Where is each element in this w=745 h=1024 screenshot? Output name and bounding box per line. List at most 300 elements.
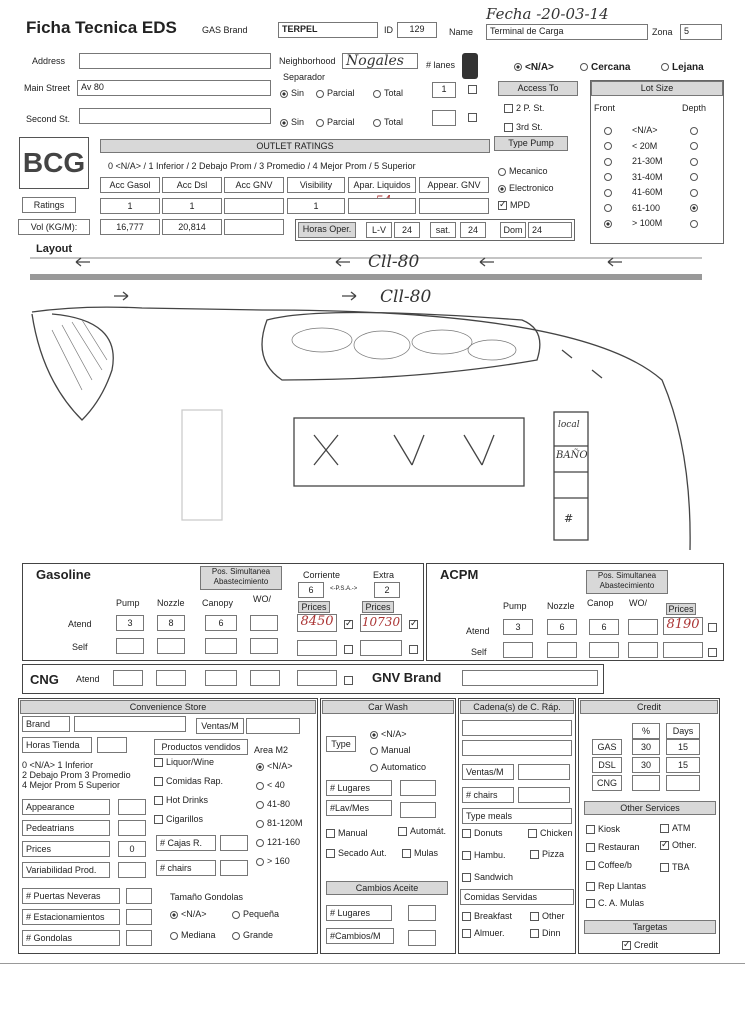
lot-depth-radio[interactable] <box>690 203 701 213</box>
arrow-right-icon <box>114 292 128 300</box>
gas-prices-header-1: Prices <box>298 601 330 613</box>
gas-nozzle-field[interactable]: 8 <box>157 615 185 631</box>
service-check[interactable]: Rep Llantas <box>586 881 646 891</box>
pump-mecanico-radio[interactable]: Mecanico <box>498 166 548 176</box>
store-rating-field[interactable]: 0 <box>118 841 146 857</box>
aceite-lugares-label: # Lugares <box>326 905 392 921</box>
radio-icon <box>514 63 522 71</box>
sep-sin-radio[interactable]: Sin <box>280 88 304 98</box>
radio-icon <box>604 189 612 197</box>
cw-lav-field[interactable] <box>400 802 436 818</box>
area-radio[interactable]: 41-80 <box>256 799 290 809</box>
arrow-left-icon <box>608 258 622 266</box>
other-services-header: Other Services <box>584 801 716 815</box>
acpm-self-price[interactable] <box>663 642 703 658</box>
outlet-ratings-header: OUTLET RATINGS <box>100 139 490 153</box>
name-label: Name <box>449 27 474 37</box>
gas-wo-field[interactable] <box>250 615 278 631</box>
lanes2-field[interactable] <box>432 110 456 126</box>
store-rating-label: Variabilidad Prod. <box>22 862 110 878</box>
gnv-brand-label: GNV Brand <box>372 670 442 685</box>
checkbox-icon <box>530 929 539 938</box>
lot-front-radio[interactable] <box>604 218 615 228</box>
gas-canopy-label: Canopy <box>202 598 234 608</box>
acpm-self-nozzle[interactable] <box>547 642 577 658</box>
carwash-type-label: Type <box>326 736 356 752</box>
checkbox-icon <box>409 620 418 629</box>
service-check[interactable]: Kiosk <box>586 824 620 834</box>
gas-self-check2[interactable] <box>409 644 421 654</box>
cw-lugares-label: # Lugares <box>326 780 392 796</box>
lot-depth-radio[interactable] <box>690 187 701 197</box>
checkbox-icon <box>344 645 353 654</box>
cng-price-check[interactable] <box>344 675 356 685</box>
gas-self-canopy[interactable] <box>205 638 237 654</box>
acpm-nozzle-label: Nozzle <box>547 601 575 611</box>
radio-icon <box>373 119 381 127</box>
targetas-header: Targetas <box>584 920 716 934</box>
outlet-rating-field[interactable]: 1 <box>100 198 160 214</box>
product-check[interactable]: Comidas Rap. <box>154 776 223 786</box>
puertas-field[interactable] <box>126 888 152 904</box>
cw-manual-check[interactable]: Manual <box>326 828 368 838</box>
sat-field[interactable]: 24 <box>460 222 486 238</box>
extra-field[interactable]: 2 <box>374 582 400 598</box>
serv-almuer-check[interactable]: Almuer. <box>462 928 505 938</box>
acpm-wo-label: WO/ <box>629 598 647 608</box>
aceite-header: Cambios Aceite <box>326 881 448 895</box>
radio-icon <box>498 168 506 176</box>
radio-icon <box>661 63 669 71</box>
checkbox-icon <box>154 777 163 786</box>
radio-icon <box>256 820 264 828</box>
bcg-logo: BCG <box>19 137 89 189</box>
checkbox-icon <box>586 882 595 891</box>
credit-days-field[interactable]: 15 <box>666 739 700 755</box>
access-to-header: Access To <box>498 81 578 96</box>
checkbox-icon <box>398 827 407 836</box>
acpm-pump-field[interactable]: 3 <box>503 619 533 635</box>
credit-days-field[interactable]: 15 <box>666 757 700 773</box>
productos-label: Productos vendidos <box>154 739 248 755</box>
store-scale: 0 <N/A> 1 Inferior 2 Debajo Prom 3 Promedio 4 Mejor Prom 5 Superior <box>22 760 131 790</box>
type-pump-header: Type Pump <box>494 136 568 151</box>
pump-electronico-radio[interactable]: Electronico <box>498 183 554 193</box>
checkbox-icon <box>528 829 537 838</box>
cw-secado-check[interactable]: Secado Aut. <box>326 848 387 858</box>
meal-donuts-check[interactable]: Donuts <box>462 828 503 838</box>
lot-depth-radio[interactable] <box>690 125 701 135</box>
acpm-price-check[interactable] <box>708 622 720 632</box>
lot-option-label: <N/A> <box>632 125 658 135</box>
lot-front-radio[interactable] <box>604 203 615 213</box>
lanes-field[interactable]: 1 <box>432 82 456 98</box>
checkbox-icon <box>154 796 163 805</box>
lot-depth-label: Depth <box>682 103 707 113</box>
cadena-ventas-field[interactable] <box>518 764 570 780</box>
id-field[interactable]: 129 <box>397 22 437 38</box>
dom-field[interactable]: 24 <box>528 222 572 238</box>
radio-icon <box>232 932 240 940</box>
store-chairs-field[interactable] <box>220 860 248 876</box>
credit-pct-field[interactable]: 30 <box>632 757 660 773</box>
store-horas-field[interactable] <box>97 737 127 753</box>
sep-parcial-radio[interactable]: Parcial <box>316 88 355 98</box>
acpm-self-wo[interactable] <box>628 642 658 658</box>
gas-price-extra[interactable]: 10730 <box>360 614 402 632</box>
radio-icon <box>370 731 378 739</box>
tam-grande-radio[interactable]: Grande <box>232 930 273 940</box>
estacionamientos-label: # Estacionamientos <box>22 909 120 925</box>
cw-mulas-check[interactable]: Mulas <box>402 848 438 858</box>
gas-self-price1[interactable] <box>297 640 337 656</box>
radio-icon <box>256 782 264 790</box>
checkbox-icon <box>462 929 471 938</box>
area-radio[interactable]: 81-120M <box>256 818 303 828</box>
store-rating-label: Prices <box>22 841 110 857</box>
checkbox-icon <box>154 815 163 824</box>
carwash-header: Car Wash <box>322 700 454 714</box>
acpm-canopy-field[interactable]: 6 <box>589 619 619 635</box>
lv-field[interactable]: 24 <box>394 222 420 238</box>
dom-label: Dom <box>500 222 526 238</box>
lv-label: L-V <box>366 222 392 238</box>
access-2pst-check[interactable]: 2 P. St. <box>504 103 544 113</box>
radio-icon <box>280 119 288 127</box>
service-check[interactable]: TBA <box>660 862 690 872</box>
gas-self-wo[interactable] <box>250 638 278 654</box>
lot-depth-radio[interactable] <box>690 218 701 228</box>
acpm-self-check[interactable] <box>708 647 720 657</box>
service-check[interactable]: ATM <box>660 823 690 833</box>
product-check[interactable]: Hot Drinks <box>154 795 208 805</box>
gas-self-check1[interactable] <box>344 644 356 654</box>
cng-canopy-field[interactable] <box>205 670 237 686</box>
cw-na-radio[interactable]: <N/A> <box>370 729 407 739</box>
cng-nozzle-field[interactable] <box>156 670 186 686</box>
radio-icon <box>373 90 381 98</box>
product-check[interactable]: Liquor/Wine <box>154 757 214 767</box>
radio-icon <box>690 127 698 135</box>
acpm-price-field[interactable]: 8190 <box>663 617 703 635</box>
gondolas-label: # Gondolas <box>22 930 120 946</box>
store-rating-label: Pedeatrians <box>22 820 110 836</box>
checkbox-icon <box>586 899 595 908</box>
store-ventas-field[interactable] <box>246 718 300 734</box>
pump-mpd-check[interactable]: ✓MPD <box>498 200 530 210</box>
acpm-self-pump[interactable] <box>503 642 533 658</box>
area-title: Area M2 <box>254 745 289 755</box>
serv-dinn-check[interactable]: Dinn <box>530 928 561 938</box>
service-check[interactable]: ✓ Other. <box>660 840 697 850</box>
radio-icon <box>498 185 506 193</box>
second-st-field[interactable] <box>79 108 271 124</box>
checkbox-icon <box>504 104 513 113</box>
gasoline-title: Gasoline <box>36 567 91 582</box>
sep-total-radio[interactable]: Total <box>373 88 403 98</box>
lot-option-label: 31-40M <box>632 171 663 182</box>
credit-days-field[interactable] <box>666 775 700 791</box>
cng-title: CNG <box>30 672 59 687</box>
credit-card-check[interactable]: ✓Credit <box>622 940 658 950</box>
product-check[interactable]: Cigarillos <box>154 814 203 824</box>
outlet-scale: 0 <N/A> / 1 Inferior / 2 Debajo Prom / 3 Promedio / 4 Mejor Prom / 5 Superior <box>108 161 416 171</box>
meal-pizza-check[interactable]: Pizza <box>530 849 564 859</box>
outlet-rating-field[interactable] <box>419 198 489 214</box>
lanes2-check[interactable] <box>468 112 480 122</box>
tam-mediana-radio[interactable]: Mediana <box>170 930 216 940</box>
acpm-wo-field[interactable] <box>628 619 658 635</box>
gas-pos-sim-header: Pos. Simultanea Abastecimiento <box>200 566 282 590</box>
lot-front-radio[interactable] <box>604 172 615 182</box>
lot-front-radio[interactable] <box>604 125 615 135</box>
radio-icon <box>604 220 612 228</box>
loc-lejana-radio[interactable]: Lejana <box>661 62 704 73</box>
radio-icon <box>370 764 378 772</box>
radio-icon <box>604 127 612 135</box>
layout-title: Layout <box>36 243 73 255</box>
street-label-top: Cll-80 <box>368 252 420 272</box>
cw-manual-radio[interactable]: Manual <box>370 745 411 755</box>
sep2-total-radio[interactable]: Total <box>373 117 403 127</box>
loc-na-radio[interactable]: <N/A> <box>514 62 554 73</box>
store-rating-field[interactable] <box>118 862 146 878</box>
radio-icon <box>316 90 324 98</box>
neighborhood-field[interactable]: Nogales <box>342 53 418 69</box>
sep2-parcial-radio[interactable]: Parcial <box>316 117 355 127</box>
checkbox-icon <box>462 912 471 921</box>
acpm-self-canopy[interactable] <box>589 642 619 658</box>
horas-oper-label: Horas Oper. <box>298 222 356 238</box>
main-street-field[interactable]: Av 80 <box>77 80 271 96</box>
lanes-check[interactable] <box>468 84 480 94</box>
outlet-rating-field[interactable]: 1 <box>287 198 345 214</box>
zona-field[interactable]: 5 <box>680 24 722 40</box>
outlet-col-header: Acc GNV <box>224 177 284 193</box>
cajas-label: # Cajas R. <box>156 835 216 851</box>
checkbox-icon <box>468 85 477 94</box>
store-horas-label: Horas Tienda <box>22 737 92 753</box>
lot-front-radio[interactable] <box>604 141 615 151</box>
radio-icon <box>370 747 378 755</box>
checkbox-icon <box>660 863 669 872</box>
access-3rd-check[interactable]: 3rd St. <box>504 122 543 132</box>
acpm-title: ACPM <box>440 567 479 582</box>
gas-self-price2[interactable] <box>360 640 402 656</box>
cng-pump-field[interactable] <box>113 670 143 686</box>
gas-pump-field[interactable]: 3 <box>116 615 144 631</box>
serv-other-check[interactable]: Other <box>530 911 565 921</box>
meal-chicken-check[interactable]: Chicken <box>528 828 573 838</box>
cadena-field-2[interactable] <box>462 740 572 756</box>
page-title: Ficha Tecnica EDS <box>26 18 177 37</box>
lot-depth-radio[interactable] <box>690 156 701 166</box>
cadena-field-1[interactable] <box>462 720 572 736</box>
arrow-left-icon <box>336 258 350 266</box>
store-brand-field[interactable] <box>74 716 186 732</box>
checkbox-icon <box>326 849 335 858</box>
credit-row-label: CNG <box>592 775 622 791</box>
service-check[interactable]: Coffee/b <box>586 860 632 870</box>
radio-icon <box>580 63 588 71</box>
neighborhood-label: Neighborhood <box>279 56 336 66</box>
outlet-col-header: Acc Dsl <box>162 177 222 193</box>
checkbox-icon <box>402 849 411 858</box>
area-radio[interactable]: 121-160 <box>256 837 300 847</box>
gas-price-corriente[interactable]: 8450 <box>297 614 337 632</box>
arrow-left-icon <box>76 258 90 266</box>
gas-pump-label: Pump <box>116 598 140 608</box>
cadena-header: Cadena(s) de C. Ráp. <box>460 700 574 714</box>
gas-price1-check[interactable] <box>344 619 356 629</box>
service-check[interactable]: C. A. Mulas <box>586 898 644 908</box>
gas-self-pump[interactable] <box>116 638 144 654</box>
lot-depth-radio[interactable] <box>690 172 701 182</box>
area-radio[interactable]: < 40 <box>256 780 285 790</box>
cw-lugares-field[interactable] <box>400 780 436 796</box>
radio-icon <box>316 119 324 127</box>
main-street-label: Main Street <box>24 83 71 93</box>
lot-option-label: 21-30M <box>632 156 663 166</box>
radio-icon <box>256 763 264 771</box>
lot-depth-radio[interactable] <box>690 141 701 151</box>
radio-icon <box>604 158 612 166</box>
corriente-field[interactable]: 6 <box>298 582 324 598</box>
checkbox-icon <box>530 912 539 921</box>
building-label-bano: BAÑO <box>556 450 588 461</box>
area-radio[interactable]: <N/A> <box>256 761 293 771</box>
sat-label: sat. <box>430 222 456 238</box>
tam-na-radio[interactable]: <N/A> <box>170 909 207 919</box>
checkbox-icon <box>660 824 669 833</box>
store-rating-field[interactable] <box>118 799 146 815</box>
radio-icon <box>256 858 264 866</box>
radio-icon <box>256 839 264 847</box>
service-check[interactable]: Restauran <box>586 842 640 852</box>
cng-atend-label: Atend <box>76 674 100 684</box>
checkbox-icon <box>498 201 507 210</box>
radio-icon <box>690 142 698 150</box>
lot-front-radio[interactable] <box>604 156 615 166</box>
store-ventas-label: Ventas/M <box>196 718 244 734</box>
checkbox-icon <box>530 850 539 859</box>
cadena-chairs-field[interactable] <box>518 787 570 803</box>
checkbox-icon <box>586 825 595 834</box>
sep2-sin-radio[interactable]: Sin <box>280 117 304 127</box>
checkbox-icon <box>468 113 477 122</box>
vol-gnv[interactable] <box>224 219 284 235</box>
radio-icon <box>690 158 698 166</box>
checkbox-icon <box>462 851 471 860</box>
cng-price-field[interactable] <box>297 670 337 686</box>
meal-hambu-check[interactable]: Hambu. <box>462 850 506 860</box>
cajas-field[interactable] <box>220 835 248 851</box>
gas-brand-label: GAS Brand <box>202 25 248 35</box>
cng-wo-field[interactable] <box>250 670 280 686</box>
credit-pct-field[interactable]: 30 <box>632 739 660 755</box>
acpm-prices-header: Prices <box>666 603 696 615</box>
outlet-rating-field[interactable] <box>224 198 284 214</box>
second-st-label: Second St. <box>26 114 71 124</box>
radio-icon <box>690 189 698 197</box>
checkbox-icon <box>344 620 353 629</box>
lot-front-label: Front <box>594 103 616 113</box>
checkbox-icon <box>504 123 513 132</box>
cw-automat-check[interactable]: Automát. <box>398 826 446 836</box>
aceite-lugares-field[interactable] <box>408 905 436 921</box>
credit-pct-field[interactable] <box>632 775 660 791</box>
gas-nozzle-label: Nozzle <box>157 598 185 608</box>
radio-icon <box>170 911 178 919</box>
loc-cercana-radio[interactable]: Cercana <box>580 62 630 73</box>
gas-canopy-field[interactable]: 6 <box>205 615 237 631</box>
acpm-atend-label: Atend <box>466 626 490 636</box>
store-rating-field[interactable] <box>118 820 146 836</box>
outlet-rating-field[interactable]: 1 <box>162 198 222 214</box>
gas-prices-header-2: Prices <box>362 601 394 613</box>
aceite-cambios-field[interactable] <box>408 930 436 946</box>
name-field[interactable]: Terminal de Carga <box>486 24 648 40</box>
address-field[interactable] <box>79 53 271 69</box>
vol-dsl[interactable]: 20,814 <box>162 219 222 235</box>
checkbox-icon <box>409 645 418 654</box>
estacionamientos-field[interactable] <box>126 909 152 925</box>
lot-option-label: 41-60M <box>632 187 663 197</box>
radio-icon <box>604 142 612 150</box>
credit-days-label: Days <box>666 723 700 739</box>
gondolas-field[interactable] <box>126 930 152 946</box>
puertas-label: # Puertas Neveras <box>22 888 120 904</box>
ratings-label: Ratings <box>22 197 76 213</box>
credit-header: Credit <box>580 700 718 714</box>
building-label-hash: # <box>564 512 574 525</box>
address-label: Address <box>32 56 66 66</box>
area-radio[interactable]: > 160 <box>256 856 290 866</box>
store-chairs-label: # chairs <box>156 860 216 876</box>
gas-brand-field[interactable]: TERPEL <box>278 22 378 38</box>
gnv-brand-field[interactable] <box>462 670 598 686</box>
building-label-local: local <box>558 420 580 430</box>
street-label-mid: Cll-80 <box>380 287 432 307</box>
outlet-rating-field[interactable] <box>348 198 416 214</box>
radio-icon <box>280 90 288 98</box>
checkbox-icon <box>660 841 669 850</box>
psa-label: <-P.S.A.-> <box>330 586 358 592</box>
cw-auto-radio[interactable]: Automatico <box>370 762 426 772</box>
radio-icon <box>232 911 240 919</box>
gas-price2-check[interactable] <box>409 619 421 629</box>
lot-option-label: 61-100 <box>632 202 661 213</box>
serv-breakfast-check[interactable]: Breakfast <box>462 911 512 921</box>
tam-pequena-radio[interactable]: Pequeña <box>232 909 279 919</box>
radio-icon <box>690 173 698 181</box>
vol-label: Vol (KG/M): <box>18 219 90 235</box>
vol-gasol[interactable]: 16,777 <box>100 219 160 235</box>
outlet-col-header: Apar. Liquidos <box>348 177 416 193</box>
store-brand-label: Brand <box>22 716 70 732</box>
lot-front-radio[interactable] <box>604 187 615 197</box>
checkbox-icon <box>344 676 353 685</box>
bottom-divider <box>0 963 745 964</box>
gas-self-nozzle[interactable] <box>157 638 185 654</box>
gas-wo-label: WO/ <box>253 594 271 604</box>
meal-sandwich-check[interactable]: Sandwich <box>462 872 513 882</box>
checkbox-icon <box>708 623 717 632</box>
acpm-nozzle-field[interactable]: 6 <box>547 619 577 635</box>
radio-icon <box>170 932 178 940</box>
credit-row-label: GAS <box>592 739 622 755</box>
checkbox-icon <box>462 829 471 838</box>
